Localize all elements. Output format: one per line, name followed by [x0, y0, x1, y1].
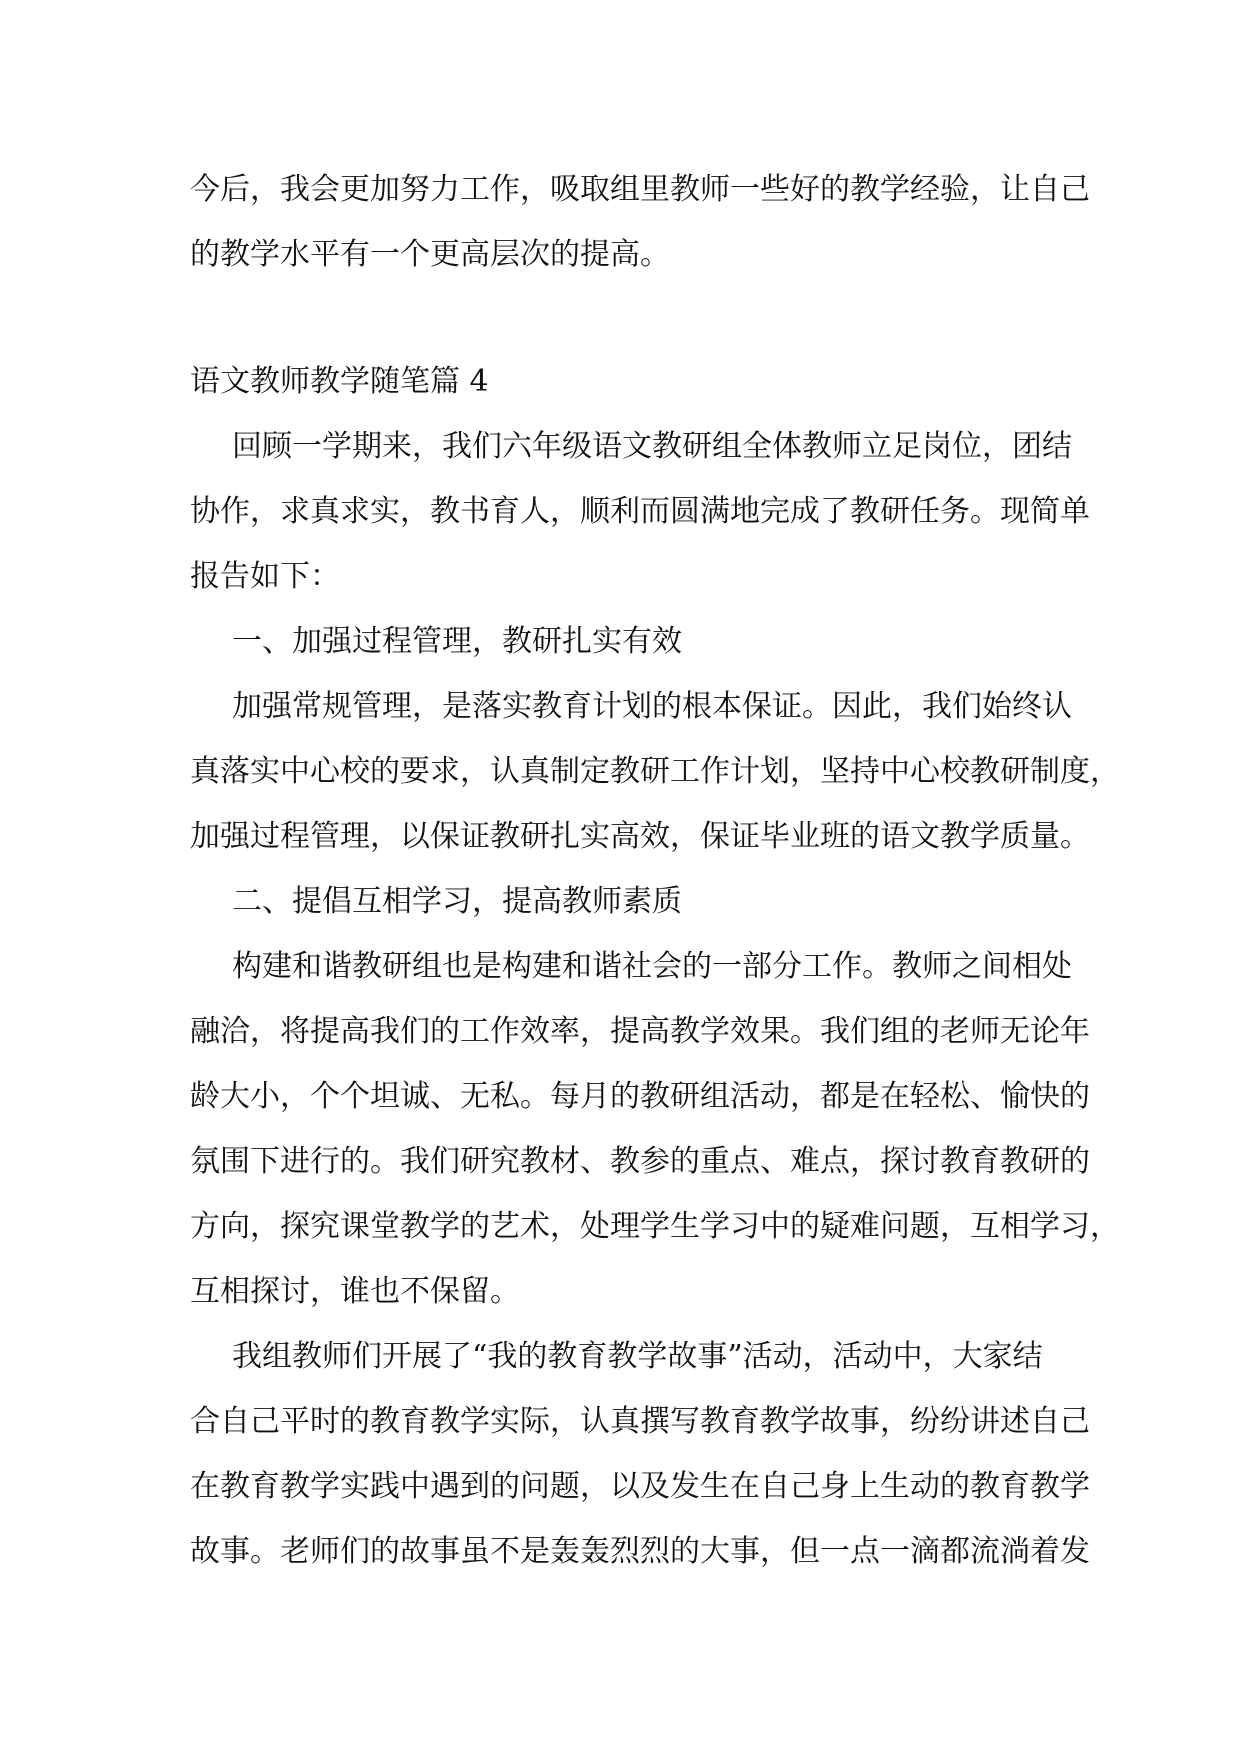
text-line: 龄大小，个个坦诚、无私。每月的教研组活动，都是在轻松、愉快的	[190, 1079, 1090, 1114]
text-line: 融洽，将提高我们的工作效率，提高教学效果。我们组的老师无论年	[190, 1014, 1090, 1049]
subheading: 二、提倡互相学习，提高教师素质	[232, 884, 682, 919]
text-line: 的教学水平有一个更高层次的提高。	[190, 237, 670, 272]
text-line: 构建和谐教研组也是构建和谐社会的一部分工作。教师之间相处	[232, 949, 1072, 984]
text-line: 合自己平时的教育教学实际，认真撰写教育教学故事，纷纷讲述自己	[190, 1404, 1090, 1439]
text-line: 报告如下：	[190, 559, 340, 594]
text-line: 方向，探究课堂教学的艺术，处理学生学习中的疑难问题，互相学习，	[190, 1209, 1120, 1244]
text-line: 氛围下进行的。我们研究教材、教参的重点、难点，探讨教育教研的	[190, 1144, 1090, 1179]
text-line: 互相探讨，谁也不保留。	[190, 1274, 520, 1309]
text-line: 在教育教学实践中遇到的问题，以及发生在自己身上生动的教育教学	[190, 1469, 1090, 1504]
text-line: 加强常规管理，是落实教育计划的根本保证。因此，我们始终认	[232, 689, 1072, 724]
subheading: 一、加强过程管理，教研扎实有效	[232, 624, 682, 659]
text-line: 加强过程管理，以保证教研扎实高效，保证毕业班的语文教学质量。	[190, 819, 1090, 854]
text-line: 协作，求真求实，教书育人，顺利而圆满地完成了教研任务。现简单	[190, 494, 1090, 529]
text-line: 今后，我会更加努力工作，吸取组里教师一些好的教学经验，让自己	[190, 172, 1090, 207]
section-title: 语文教师教学随笔篇 4	[190, 364, 489, 399]
text-line: 故事。老师们的故事虽不是轰轰烈烈的大事，但一点一滴都流淌着发	[190, 1534, 1090, 1569]
text-line: 真落实中心校的要求，认真制定教研工作计划，坚持中心校教研制度，	[190, 754, 1120, 789]
text-line: 我组教师们开展了“我的教育教学故事”活动，活动中，大家结	[232, 1339, 1043, 1374]
text-line: 回顾一学期来，我们六年级语文教研组全体教师立足岗位，团结	[232, 429, 1072, 464]
